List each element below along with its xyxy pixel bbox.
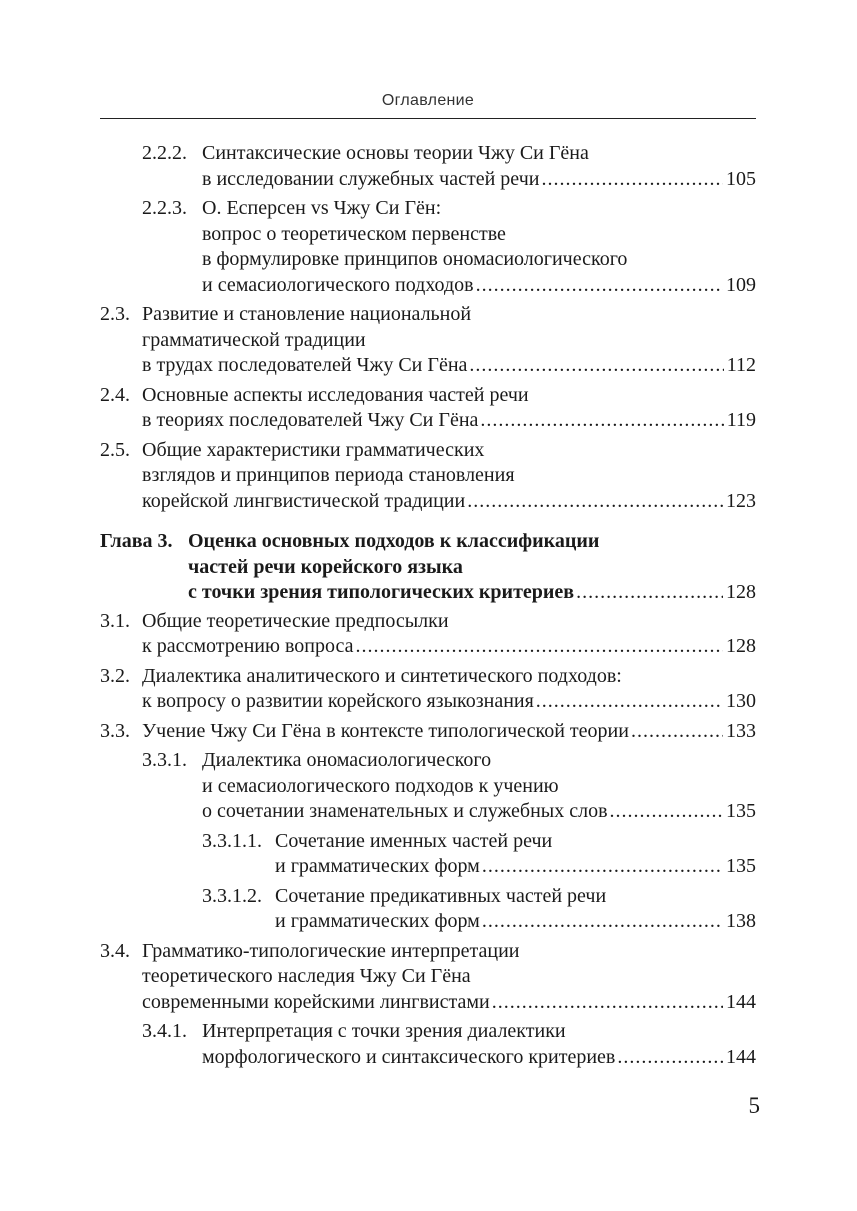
toc-entry-line: в теориях последователей Чжу Си Гёна xyxy=(142,409,479,431)
toc-entry-line: Общие теоретические предпосылки xyxy=(142,609,449,632)
toc-entry-line: Основные аспекты исследования частей речи xyxy=(142,383,529,406)
toc-entry-line: Диалектика аналитического и синтетического подходов: xyxy=(142,664,622,687)
toc-entry-line: к рассмотрению вопроса xyxy=(142,635,354,657)
toc-page-number: 105 xyxy=(726,167,756,190)
toc-page-number: 119 xyxy=(726,409,756,431)
dot-leader xyxy=(541,167,723,193)
toc-page-number: 128 xyxy=(726,581,756,603)
header-divider xyxy=(100,118,756,119)
toc-entry-line: современными корейскими лингвистами xyxy=(142,990,490,1013)
toc-entry-number: 2.3. xyxy=(100,303,130,325)
dot-leader xyxy=(469,353,723,379)
toc-entry[interactable] xyxy=(100,302,756,379)
toc-entry[interactable] xyxy=(100,141,756,192)
toc-entry-line: в исследовании служебных частей речи xyxy=(202,167,540,190)
toc-entry[interactable] xyxy=(100,719,756,745)
toc-entry-line: морфологического и синтаксического критериев xyxy=(202,1045,616,1068)
toc-page-number: 133 xyxy=(726,719,756,742)
toc-entry-line: и грамматических форм xyxy=(275,855,480,877)
toc-entry[interactable] xyxy=(100,609,756,660)
toc-page-number: 135 xyxy=(726,855,756,877)
toc-entry-line: о сочетании знаменательных и служебных слов xyxy=(202,800,608,822)
toc-entry-line: Грамматико-типологические интерпретации xyxy=(142,939,520,962)
toc-entry[interactable] xyxy=(100,438,756,515)
toc-entry-line: Оценка основных подходов к классификации xyxy=(188,530,600,552)
toc-entry-line: Синтаксические основы теории Чжу Си Гёна xyxy=(202,142,589,164)
toc-entry-line: и семасиологического подходов к учению xyxy=(202,774,559,797)
table-of-contents xyxy=(100,141,756,1074)
dot-leader xyxy=(480,408,723,434)
toc-entry[interactable] xyxy=(100,884,756,935)
toc-entry[interactable] xyxy=(100,196,756,298)
dot-leader xyxy=(492,990,723,1016)
toc-entry-line: корейской лингвистической традиции xyxy=(142,489,466,512)
dot-leader xyxy=(536,689,723,715)
toc-page-number: 135 xyxy=(726,800,756,822)
toc-entry-line: Учение Чжу Си Гёна в контексте типологической теории xyxy=(142,719,629,742)
toc-entry-line: вопрос о теоретическом первенстве xyxy=(202,222,506,245)
toc-entry-line: Диалектика ономасиологического xyxy=(202,749,492,771)
toc-entry-line: Интерпретация с точки зрения диалектики xyxy=(202,1020,566,1042)
toc-entry-line: взглядов и принципов периода становления xyxy=(142,464,515,486)
toc-entry[interactable] xyxy=(100,1019,756,1070)
toc-page-number: 144 xyxy=(726,990,756,1013)
running-head-title: Оглавление xyxy=(381,92,475,109)
toc-entry-number: 3.3.1.1. xyxy=(202,829,262,852)
toc-entry-number: 3.3.1. xyxy=(142,749,187,771)
toc-entry-line: Общие характеристики грамматических xyxy=(142,438,485,461)
toc-chapter-number: Глава 3. xyxy=(100,530,173,552)
toc-entry-number: 3.1. xyxy=(100,609,130,632)
dot-leader xyxy=(617,1045,723,1071)
dot-leader xyxy=(576,580,723,606)
toc-entry-number: 3.4.1. xyxy=(142,1020,187,1042)
toc-entry-line: в формулировке принципов ономасиологического xyxy=(202,248,628,270)
toc-entry[interactable] xyxy=(100,748,756,825)
toc-entry-number: 2.2.3. xyxy=(142,197,187,219)
toc-page-number: 130 xyxy=(726,690,756,712)
toc-page-number: 144 xyxy=(726,1045,756,1068)
toc-entry-line: Сочетание именных частей речи xyxy=(275,829,553,852)
toc-entry-number: 3.3. xyxy=(100,719,130,742)
toc-entry[interactable] xyxy=(100,383,756,434)
dot-leader xyxy=(476,273,723,299)
dot-leader xyxy=(482,909,723,935)
toc-page-number: 128 xyxy=(726,635,756,657)
toc-page-number: 112 xyxy=(726,354,756,376)
toc-entry-line: Сочетание предикативных частей речи xyxy=(275,884,607,907)
toc-page-number: 138 xyxy=(726,910,756,932)
toc-entry-number: 2.4. xyxy=(100,383,130,406)
toc-entry-line: с точки зрения типологических критериев xyxy=(188,581,575,603)
toc-entry-line: и грамматических форм xyxy=(275,910,480,932)
toc-entry-line: к вопросу о развитии корейского языкознания xyxy=(142,690,534,712)
toc-entry-line: в трудах последователей Чжу Си Гёна xyxy=(142,354,468,376)
toc-entry-line: грамматической традиции xyxy=(142,328,366,351)
toc-page-number: 123 xyxy=(726,489,756,512)
toc-entry-line: частей речи корейского языка xyxy=(188,555,463,578)
dot-leader xyxy=(467,489,723,515)
dot-leader xyxy=(355,634,723,660)
toc-entry-line: О. Есперсен vs Чжу Си Гён: xyxy=(202,197,442,219)
toc-entry-line: и семасиологического подходов xyxy=(202,273,474,296)
toc-entry-number: 3.4. xyxy=(100,939,130,962)
toc-entry-number: 3.2. xyxy=(100,664,130,687)
toc-entry-number: 2.5. xyxy=(100,438,130,461)
toc-entry[interactable] xyxy=(100,939,756,1016)
toc-chapter-entry[interactable] xyxy=(100,529,756,606)
folio-page-number: 5 xyxy=(748,1093,760,1118)
toc-entry-number: 3.3.1.2. xyxy=(202,884,262,907)
toc-entry[interactable] xyxy=(100,829,756,880)
toc-entry-number: 2.2.2. xyxy=(142,142,187,164)
dot-leader xyxy=(631,719,723,745)
dot-leader xyxy=(482,854,723,880)
dot-leader xyxy=(610,799,723,825)
toc-page-number: 109 xyxy=(726,273,756,296)
toc-entry[interactable] xyxy=(100,664,756,715)
toc-entry-line: Развитие и становление национальной xyxy=(142,303,472,325)
toc-entry-line: теоретического наследия Чжу Си Гёна xyxy=(142,965,471,987)
